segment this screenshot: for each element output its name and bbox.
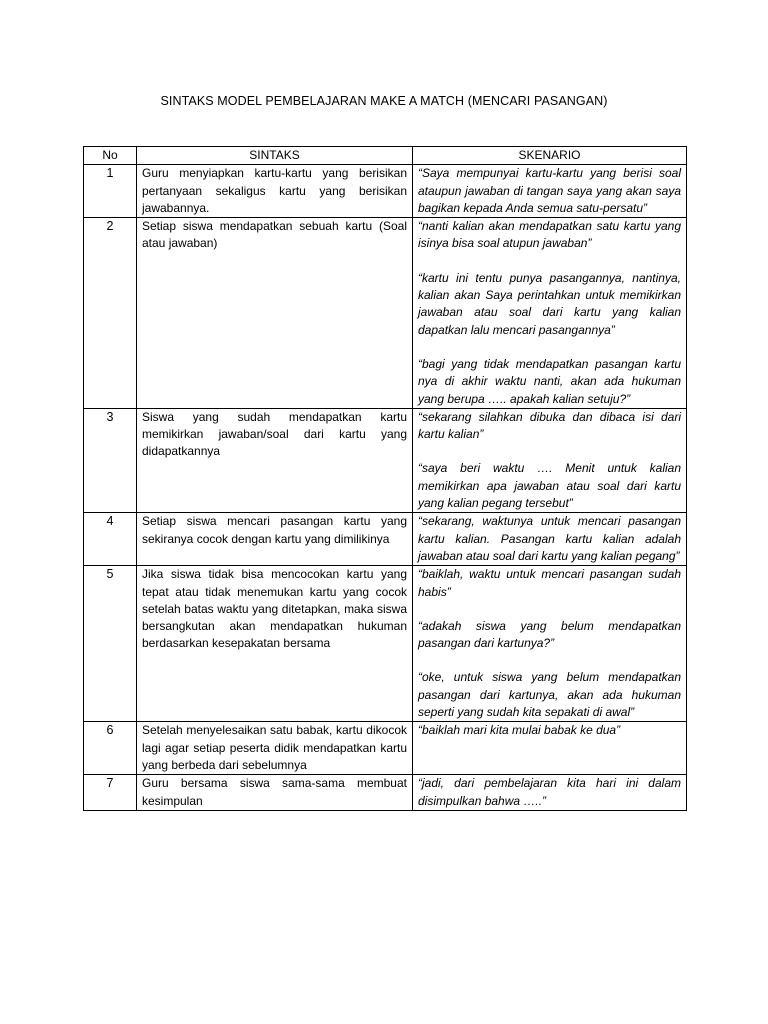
- table-row: [84, 722, 687, 775]
- skenario-quote: “sekarang, waktunya untuk mencari pasangan kartu kalian. Pasangan kartu kalian adalah jawaban atau soal dari kartu yang kalian pegang”: [418, 514, 681, 563]
- sintaks-cell: Guru bersama siswa sama-sama membuat kesimpulan: [137, 775, 413, 811]
- skenario-cell: [413, 513, 687, 566]
- table-row: [84, 513, 687, 566]
- skenario-quote: “baiklah mari kita mulai babak ke dua”: [418, 723, 621, 738]
- sintaks-cell: Setiap siswa mencari pasangan kartu yang sekiranya cocok dengan kartu yang dimilikinya: [137, 513, 413, 566]
- skenario-quote: “oke, untuk siswa yang belum mendapatkan pasangan dari kartunya, akan ada hukuman seperti yang sudah kita sepakati di awal”: [418, 670, 681, 720]
- skenario-quote: “sekarang silahkan dibuka dan dibaca isi dari kartu kalian”: [418, 409, 681, 442]
- sintaks-cell: Siswa yang sudah mendapatkan kartu memikirkan jawaban/soal dari kartu yang didapatkannya: [137, 408, 413, 512]
- skenario-quote: “jadi, dari pembelajaran kita hari ini dalam disimpulkan bahwa …..”: [418, 776, 681, 808]
- skenario-quote: “saya beri waktu …. Menit untuk kalian memikirkan apa jawaban atau soal dari kartu yang kalian pegang tersebut”: [418, 461, 681, 511]
- row-number: 4: [84, 513, 137, 566]
- skenario-quote: “adakah siswa yang belum mendapatkan pasangan dari kartunya?”: [418, 618, 681, 651]
- skenario-cell: [413, 775, 687, 811]
- row-number: 5: [84, 566, 137, 722]
- skenario-quote: “baiklah, waktu untuk mencari pasangan sudah habis”: [418, 567, 681, 599]
- page-title: SINTAKS MODEL PEMBELAJARAN MAKE A MATCH (MENCARI PASANGAN): [160, 94, 608, 108]
- header-no: No: [84, 147, 137, 165]
- table-row: [84, 165, 687, 218]
- table-header-row: [84, 147, 687, 165]
- sintaks-cell: Jika siswa tidak bisa mencocokan kartu yang tepat atau tidak menemukan kartu yang cocok setelah batas waktu yang ditetapkan, maka siswa bersangkutan akan mendapatkan hukuman berdasarkan kesepakatan bersama: [137, 566, 413, 722]
- skenario-cell: [413, 218, 687, 409]
- skenario-cell: [413, 722, 687, 775]
- skenario-cell: [413, 408, 687, 512]
- skenario-cell: [413, 566, 687, 722]
- row-number: 2: [84, 218, 137, 409]
- table-row: [84, 218, 687, 409]
- row-number: 3: [84, 408, 137, 512]
- sintaks-cell: Guru menyiapkan kartu-kartu yang berisikan pertanyaan sekaligus kartu yang berisikan jawabannya.: [137, 165, 413, 218]
- row-number: 6: [84, 722, 137, 775]
- sintaks-table: [83, 146, 687, 811]
- header-skenario: SKENARIO: [413, 147, 687, 165]
- row-number: 1: [84, 165, 137, 218]
- table-row: [84, 566, 687, 722]
- skenario-quote: “nanti kalian akan mendapatkan satu kartu yang isinya bisa soal atupun jawaban”: [418, 219, 681, 251]
- skenario-quote: “bagi yang tidak mendapatkan pasangan kartu nya di akhir waktu nanti, akan ada hukuman yang berupa ….. apakah kalian setuju?”: [418, 356, 681, 406]
- header-sintaks: SINTAKS: [137, 147, 413, 165]
- table-row: [84, 775, 687, 811]
- table-row: [84, 408, 687, 512]
- skenario-quote: “Saya mempunyai kartu-kartu yang berisi soal ataupun jawaban di tangan saya yang akan saya bagikan kepada Anda semua satu-persatu”: [418, 166, 681, 215]
- skenario-cell: [413, 165, 687, 218]
- sintaks-cell: Setelah menyelesaikan satu babak, kartu dikocok lagi agar setiap peserta didik mendapatkan kartu yang berbeda dari sebelumnya: [137, 722, 413, 775]
- skenario-quote: “kartu ini tentu punya pasangannya, nantinya, kalian akan Saya perintahkan untuk memikirkan jawaban atau soal dari kartu yang kalian dapatkan lalu mencari pasangannya”: [418, 270, 681, 337]
- sintaks-cell: Setiap siswa mendapatkan sebuah kartu (Soal atau jawaban): [137, 218, 413, 409]
- row-number: 7: [84, 775, 137, 811]
